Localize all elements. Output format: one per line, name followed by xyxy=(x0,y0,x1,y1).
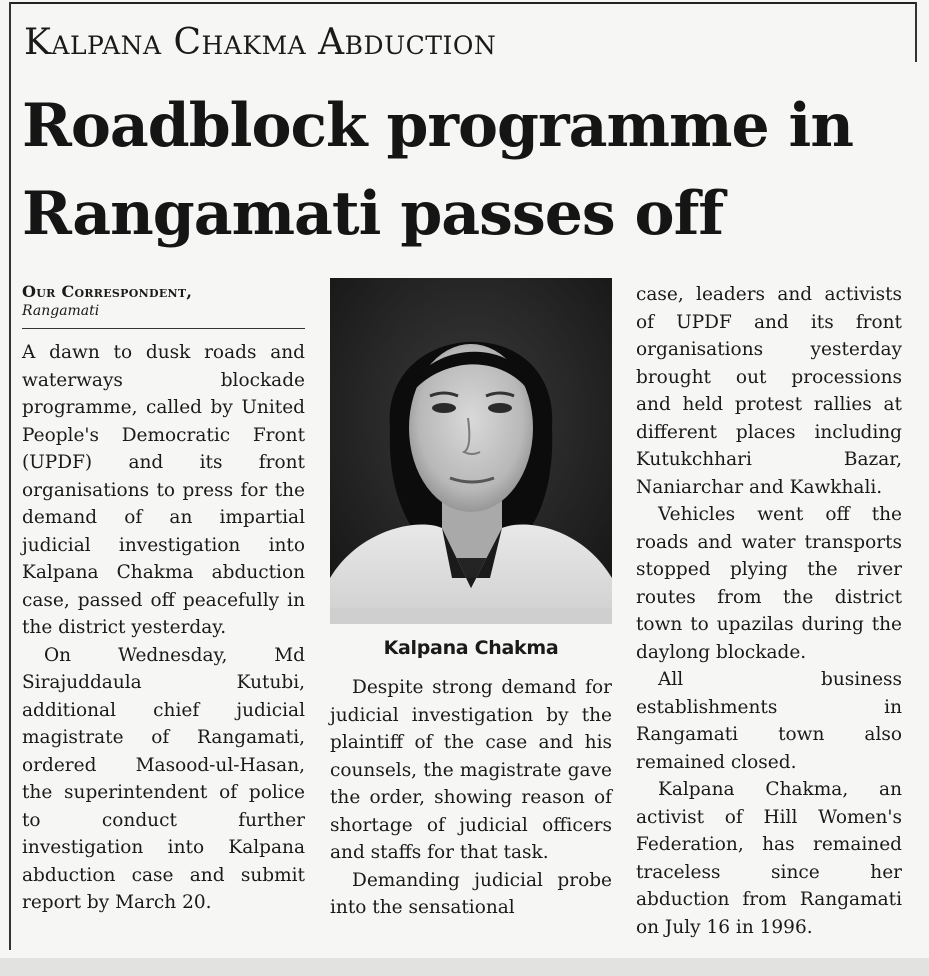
byline-divider xyxy=(22,328,305,329)
paragraph-2: On Wednesday, Md Sirajuddaula Kutubi, additional chief judicial magistrate of Rangamati, ordered Masood-ul-Hasan, the superintendent of police to conduct further investigation into Kalpana abduction case and submit report by March 20. xyxy=(22,644,305,913)
portrait-photo xyxy=(330,278,612,624)
left-rule xyxy=(9,2,11,950)
column-2 xyxy=(330,278,612,922)
kicker: Kalpana Chakma Abduction xyxy=(24,22,497,63)
paragraph-7: Kalpana Chakma, an activist of Hill Women's Federation, has remained traceless since her abduction from Rangamati on July 16 in 1996. xyxy=(636,779,902,938)
paragraph-5: Vehicles went off the roads and water transports stopped plying the river routes from the district town to upazilas during the daylong blockade. xyxy=(636,504,902,663)
photo-caption: Kalpana Chakma xyxy=(383,637,559,659)
top-rule xyxy=(9,2,917,4)
paragraph-3: Despite strong demand for judicial investigation by the plaintiff of the case and his counsels, the magistrate gave the order, showing reason of shortage of judicial officers and staffs for that task. xyxy=(330,677,612,863)
paragraph-4-continued: case, leaders and activists of UPDF and its front organisations yesterday brought out processions and held protest rallies at different places including Kutukchhari Bazar, Naniarchar and Kawkhali. xyxy=(636,284,902,498)
column-3 xyxy=(636,281,902,941)
column-1 xyxy=(22,282,305,917)
paragraph-1: A dawn to dusk roads and waterways blockade programme, called by United People's Democratic Front (UPDF) and its front organisations to press for the demand of an impartial judicial investigation into Kalpana Chakma abduction case, passed off peacefully in the district yesterday. xyxy=(22,342,305,638)
paragraph-6: All business establishments in Rangamati town also remained closed. xyxy=(636,669,902,773)
paragraph-4-start: Demanding judicial probe into the sensational xyxy=(330,869,612,918)
byline-author: Our Correspondent, xyxy=(22,282,193,301)
right-rule xyxy=(915,2,917,62)
headline: Roadblock programme in Rangamati passes off xyxy=(22,91,853,249)
bottom-band xyxy=(0,958,929,976)
byline-dateline: Rangamati xyxy=(22,303,100,319)
portrait-image xyxy=(330,278,612,624)
